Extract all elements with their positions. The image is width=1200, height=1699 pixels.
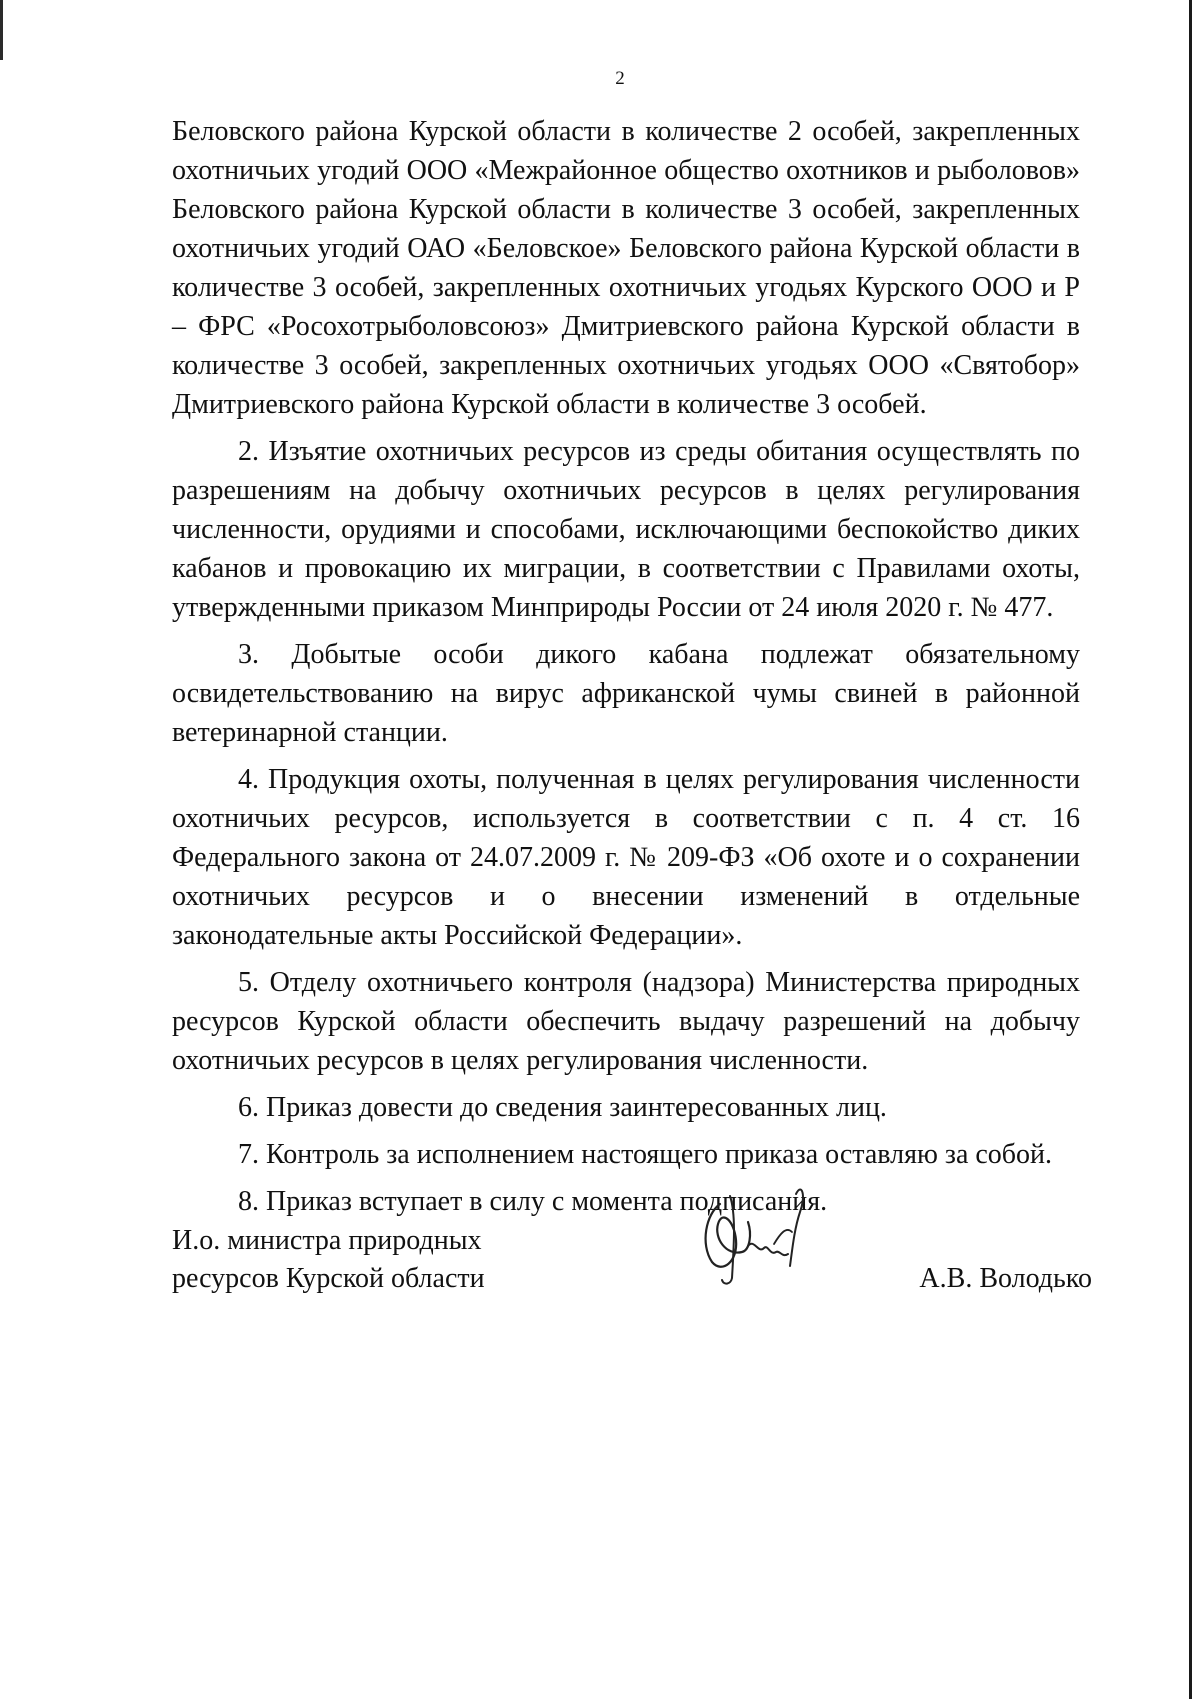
paragraph-item-8: 8. Приказ вступает в силу с момента подписания. xyxy=(238,1186,828,1217)
handwritten-signature xyxy=(692,1174,822,1294)
signer-title xyxy=(172,1222,485,1298)
paragraph-item-3: 3. Добытые особи дикого кабана подлежат обязательному освидетельствованию на вирус африканской чумы свиней в районной ветеринарной станции. xyxy=(172,639,1080,748)
signature-block xyxy=(172,1222,1092,1312)
paragraph-item-2: 2. Изъятие охотничьих ресурсов из среды обитания осуществлять по разрешениям на добычу охотничьих ресурсов в целях регулирования численности, орудиями и способами, исключающими беспокойство диких кабанов и провокацию их миграции, в соответствии с Правилами охоты, утвержденными приказом Минприроды России от 24 июля 2020 г. № 477. xyxy=(172,436,1080,623)
document-body xyxy=(172,112,1080,1221)
signer-title-line-2: ресурсов Курской области xyxy=(172,1263,485,1294)
paragraph-item-7: 7. Контроль за исполнением настоящего приказа оставляю за собой. xyxy=(238,1139,1053,1170)
paragraph-continuation: Беловского района Курской области в количестве 2 особей, закрепленных охотничьих угодий ООО «Межрайонное общество охотников и рыболовов» Беловского района Курской области в количестве 3 особей, закрепленных охотничьих угодий ОАО «Беловское» Беловского района Курской области в количестве 3 особей, закрепленных охотничьих угодьях Курского ООО и Р – ФРС «Росохотрыболовсоюз» Дмитриевского района Курской области в количестве 3 особей, закрепленных охотничьих угодьях ООО «Святобор» Дмитриевского района Курской области в количестве 3 особей. xyxy=(172,116,1080,420)
paragraph-item-5: 5. Отделу охотничьего контроля (надзора) Министерства природных ресурсов Курской области обеспечить выдачу разрешений на добычу охотничьих ресурсов в целях регулирования численности. xyxy=(172,967,1080,1076)
scan-edge-right xyxy=(1189,0,1192,1699)
signer-title-line-1: И.о. министра природных xyxy=(172,1225,482,1256)
paragraph-item-4: 4. Продукция охоты, полученная в целях регулирования численности охотничьих ресурсов, используется в соответствии с п. 4 ст. 16 Федерального закона от 24.07.2009 г. № 209-ФЗ «Об охоте и о сохранении охотничьих ресурсов и о внесении изменений в отдельные законодательные акты Российской Федерации». xyxy=(172,764,1080,951)
page-number: 2 xyxy=(615,68,625,89)
paragraph-item-6: 6. Приказ довести до сведения заинтересованных лиц. xyxy=(238,1092,887,1123)
signer-name: А.В. Володько xyxy=(919,1263,1092,1294)
scan-edge-top-left xyxy=(0,0,3,60)
